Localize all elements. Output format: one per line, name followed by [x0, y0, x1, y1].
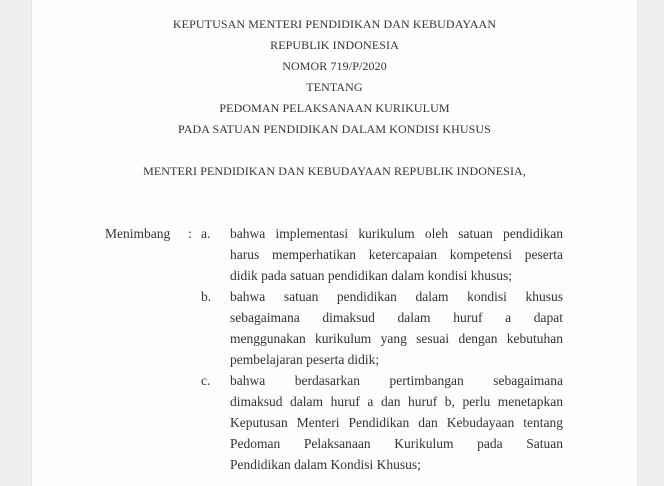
item-b-line: bahwa satuan pendidikan dalam kondisi khusus [230, 289, 563, 304]
item-a-line: bahwa implementasi kurikulum oleh satuan pendidikan [230, 226, 563, 241]
header-line-2: REPUBLIK INDONESIA [270, 38, 399, 52]
item-b-line: menggunakan kurikulum yang sesuai dengan kebutuhan [230, 331, 563, 346]
header-line-4: TENTANG [306, 80, 363, 94]
minister-line: MENTERI PENDIDIKAN DAN KEBUDAYAAN REPUBLIK INDONESIA, [143, 164, 526, 178]
item-a-marker: a. [201, 226, 211, 241]
header-line-5: PEDOMAN PELAKSANAAN KURIKULUM [219, 101, 450, 115]
item-c-line: Pedoman Pelaksanaan Kurikulum pada Satuan [230, 436, 563, 451]
considering-colon: : [188, 226, 192, 241]
item-c-line: Keputusan Menteri Pendidikan dan Kebudayaan tentang [230, 415, 563, 430]
item-a-line: didik pada satuan pendidikan dalam kondisi khusus; [230, 268, 512, 283]
item-c-marker: c. [201, 373, 211, 388]
item-b-marker: b. [201, 289, 212, 304]
header-line-6: PADA SATUAN PENDIDIKAN DALAM KONDISI KHUSUS [178, 122, 491, 136]
item-a-line: harus memperhatikan ketercapaian kompetensi peserta [230, 247, 563, 262]
item-b-line: sebagaimana dimaksud dalam huruf a dapat [230, 310, 563, 325]
header-line-3: NOMOR 719/P/2020 [282, 59, 387, 73]
considering-label: Menimbang [105, 226, 171, 241]
item-c-line: bahwa berdasarkan pertimbangan sebagaimana [230, 373, 563, 388]
item-c-line: Pendidikan dalam Kondisi Khusus; [230, 457, 421, 472]
item-b-line: pembelajaran peserta didik; [230, 352, 380, 367]
document-page [31, 0, 638, 486]
header-line-1: KEPUTUSAN MENTERI PENDIDIKAN DAN KEBUDAYAAN [172, 17, 497, 31]
item-c-line: dimaksud dalam huruf a dan huruf b, perlu menetapkan [230, 394, 563, 409]
